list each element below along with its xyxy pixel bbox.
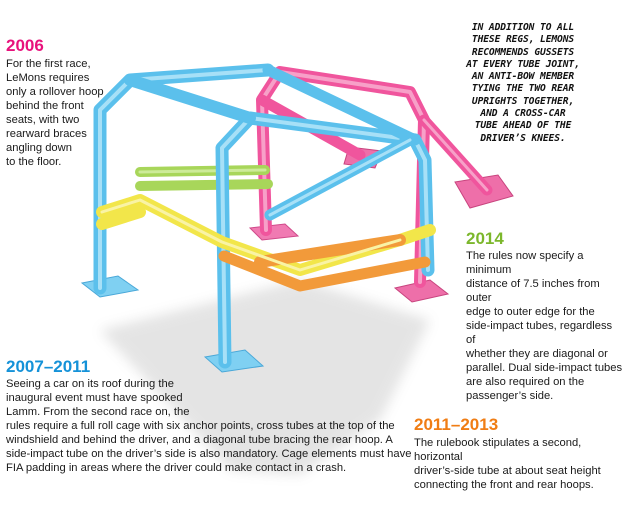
note-line: DRIVER’S KNEES.	[480, 132, 566, 144]
text-line: The rules now specify a minimum	[466, 250, 584, 276]
side-tubes-green	[140, 170, 268, 186]
text-line: Lamm. From the second race on, the	[6, 406, 190, 418]
text-line: to the floor.	[6, 156, 62, 168]
text-line: FIA padding in areas where the driver could make contact in a crash.	[6, 462, 347, 474]
note-line: THESE REGS, LEMONS	[471, 34, 575, 46]
text-line: angling down	[6, 142, 72, 154]
text-line: edge to outer edge for the	[466, 306, 595, 318]
text-line: are also required on the	[466, 376, 585, 388]
text-line: connecting the front and rear hoops.	[414, 479, 594, 491]
text-line: only a rollover hoop	[6, 86, 104, 98]
text-line: rearward braces	[6, 128, 87, 140]
text-line: parallel. Dual side-impact tubes	[466, 362, 623, 374]
recommendation-note	[438, 22, 608, 145]
text-line: rules require a full roll cage with six anchor points, cross tubes at the top of the	[6, 420, 395, 432]
year-2014-text	[466, 249, 624, 403]
note-line: IN ADDITION TO ALL	[471, 22, 575, 33]
year-2014-heading: 2014	[466, 229, 504, 248]
text-line: passenger’s side.	[466, 390, 554, 402]
text-line: The rulebook stipulates a second, horizontal	[414, 437, 582, 463]
text-line: windshield and behind the driver, and a diagonal tube bracing the rear hoop. A	[6, 434, 393, 446]
note-line: UPRIGHTS TOGETHER,	[471, 95, 575, 107]
text-line: driver’s-side tube at about seat height	[414, 465, 601, 477]
year-2011-2013-heading: 2011–2013	[414, 415, 499, 434]
text-line: seats, with two	[6, 114, 80, 126]
year-2006-heading: 2006	[6, 36, 44, 55]
text-line: Seeing a car on its roof during the	[6, 378, 174, 390]
year-2006-text	[6, 57, 136, 169]
note-line: AN ANTI-BOW MEMBER	[471, 71, 575, 83]
text-line: behind the front	[6, 100, 84, 112]
text-line: side-impact tubes, regardless of	[466, 320, 613, 346]
text-line: side-impact tube on the driver’s side is also mandatory. Cage elements must have	[6, 448, 412, 460]
year-2007-2011-heading: 2007–2011	[6, 357, 91, 376]
year-2011-2013-text	[414, 436, 622, 492]
text-line: LeMons requires	[6, 72, 90, 84]
text-line: For the first race,	[6, 58, 91, 70]
text-line: whether they are diagonal or	[466, 348, 608, 360]
text-line: distance of 7.5 inches from outer	[466, 278, 600, 304]
note-line: AND A CROSS-CAR	[480, 108, 566, 120]
note-line: TYING THE TWO REAR	[471, 83, 575, 95]
note-line: TUBE AHEAD OF THE	[474, 120, 572, 132]
year-2007-2011-text	[6, 377, 426, 475]
text-line: inaugural event must have spooked	[6, 392, 183, 404]
note-line: RECOMMENDS GUSSETS	[471, 46, 575, 58]
note-line: AT EVERY TUBE JOINT,	[466, 58, 580, 70]
